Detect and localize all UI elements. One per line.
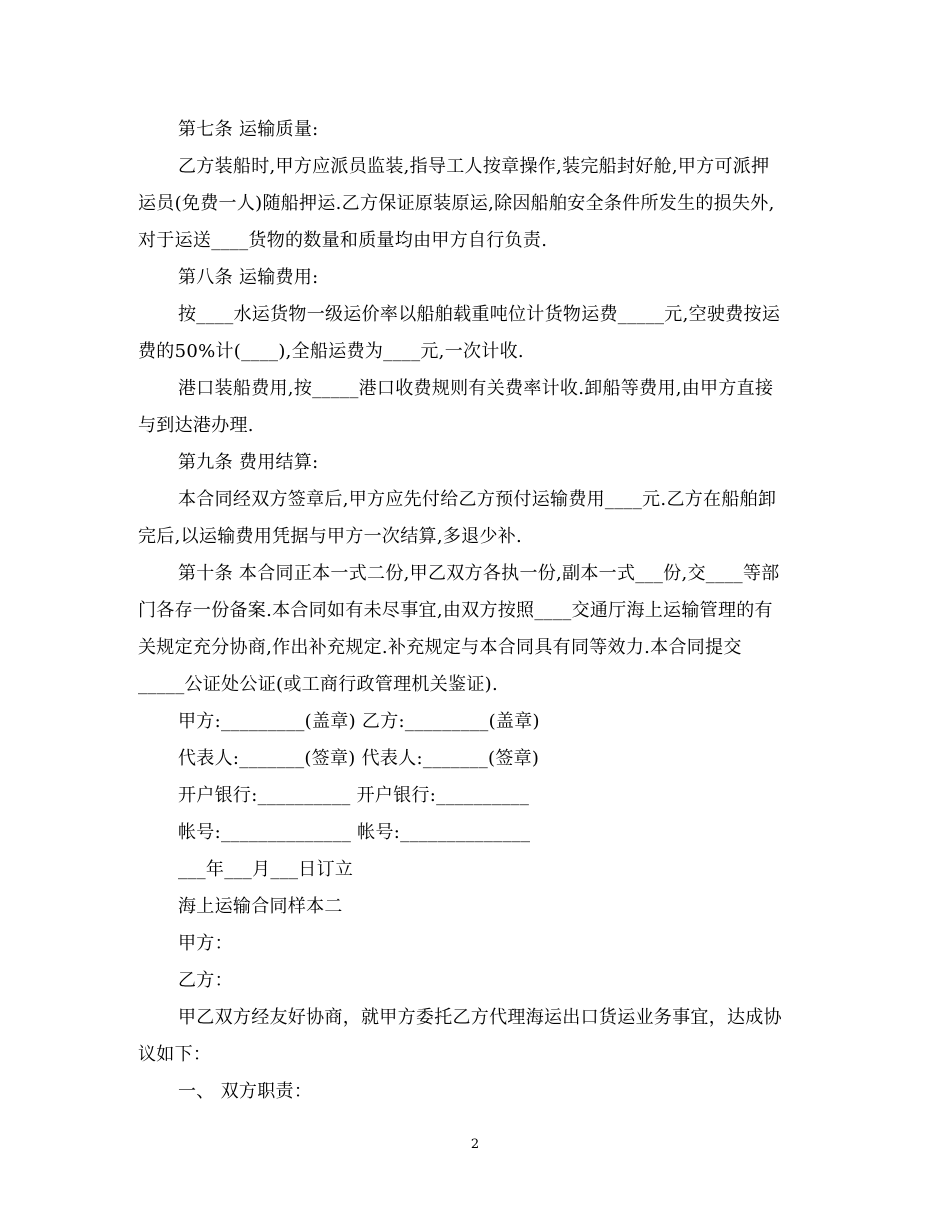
body-text-line: 乙方装船时,甲方应派员监装,指导工人按章操作,装完船封好舱,甲方可派押 (178, 156, 770, 177)
body-text-line: 港口装船费用,按_____港口收费规则有关费率计收.卸船等费用,由甲方直接 (178, 378, 774, 399)
article-7-heading: 第七条 运输质量: (178, 119, 319, 140)
body-text-line: 运员(免费一人)随船押运.乙方保证原装原运,除因船舶安全条件所发生的损失外, (138, 193, 775, 214)
body-text-line: 完后,以运输费用凭据与甲方一次结算,多退少补. (138, 526, 523, 547)
body-text-line: 本合同经双方签章后,甲方应先付给乙方预付运输费用____元.乙方在船舶卸 (178, 489, 777, 510)
body-text-line: 对于运送____货物的数量和质量均由甲方自行负责. (138, 230, 548, 251)
body-text-line: 费的50%计(____),全船运费为____元,一次计收. (138, 341, 524, 362)
article-8-heading: 第八条 运输费用: (178, 267, 319, 288)
section-title: 海上运输合同样本二 (178, 896, 343, 917)
body-text-line: 按____水运货物一级运价率以船舶载重吨位计货物运费_____元,空驶费按运 (178, 304, 781, 325)
page-number: 2 (470, 1137, 480, 1152)
article-10-text: 第十条 本合同正本一式二份,甲乙双方各执一份,副本一式___份,交____等部 (178, 563, 780, 584)
body-text-line: 议如下： (138, 1044, 212, 1065)
body-text-line: 关规定充分协商,作出补充规定.补充规定与本合同具有同等效力.本合同提交 (138, 637, 742, 658)
signature-party-line: 甲方:_________(盖章) 乙方:_________(盖章) (178, 711, 540, 732)
signature-bank-line: 开户银行:__________ 开户银行:__________ (178, 785, 530, 806)
body-text-line: 门各存一份备案.本合同如有未尽事宜,由双方按照____交通厅海上运输管理的有 (138, 600, 773, 621)
signature-account-line: 帐号:______________ 帐号:______________ (178, 822, 531, 843)
article-9-heading: 第九条 费用结算: (178, 452, 319, 473)
body-text-line: 与到达港办理. (138, 415, 254, 436)
party-b-line: 乙方： (178, 970, 233, 991)
body-text-line: _____公证处公证(或工商行政管理机关鉴证). (138, 674, 498, 695)
signing-date-line: ___年___月___日订立 (178, 859, 354, 880)
signature-representative-line: 代表人:_______(签章) 代表人:_______(签章) (178, 748, 540, 769)
party-a-line: 甲方： (178, 933, 233, 954)
body-text-line: 甲乙双方经友好协商，就甲方委托乙方代理海运出口货运业务事宜，达成协 (178, 1007, 782, 1028)
section-heading: 一、 双方职责： (178, 1081, 313, 1102)
